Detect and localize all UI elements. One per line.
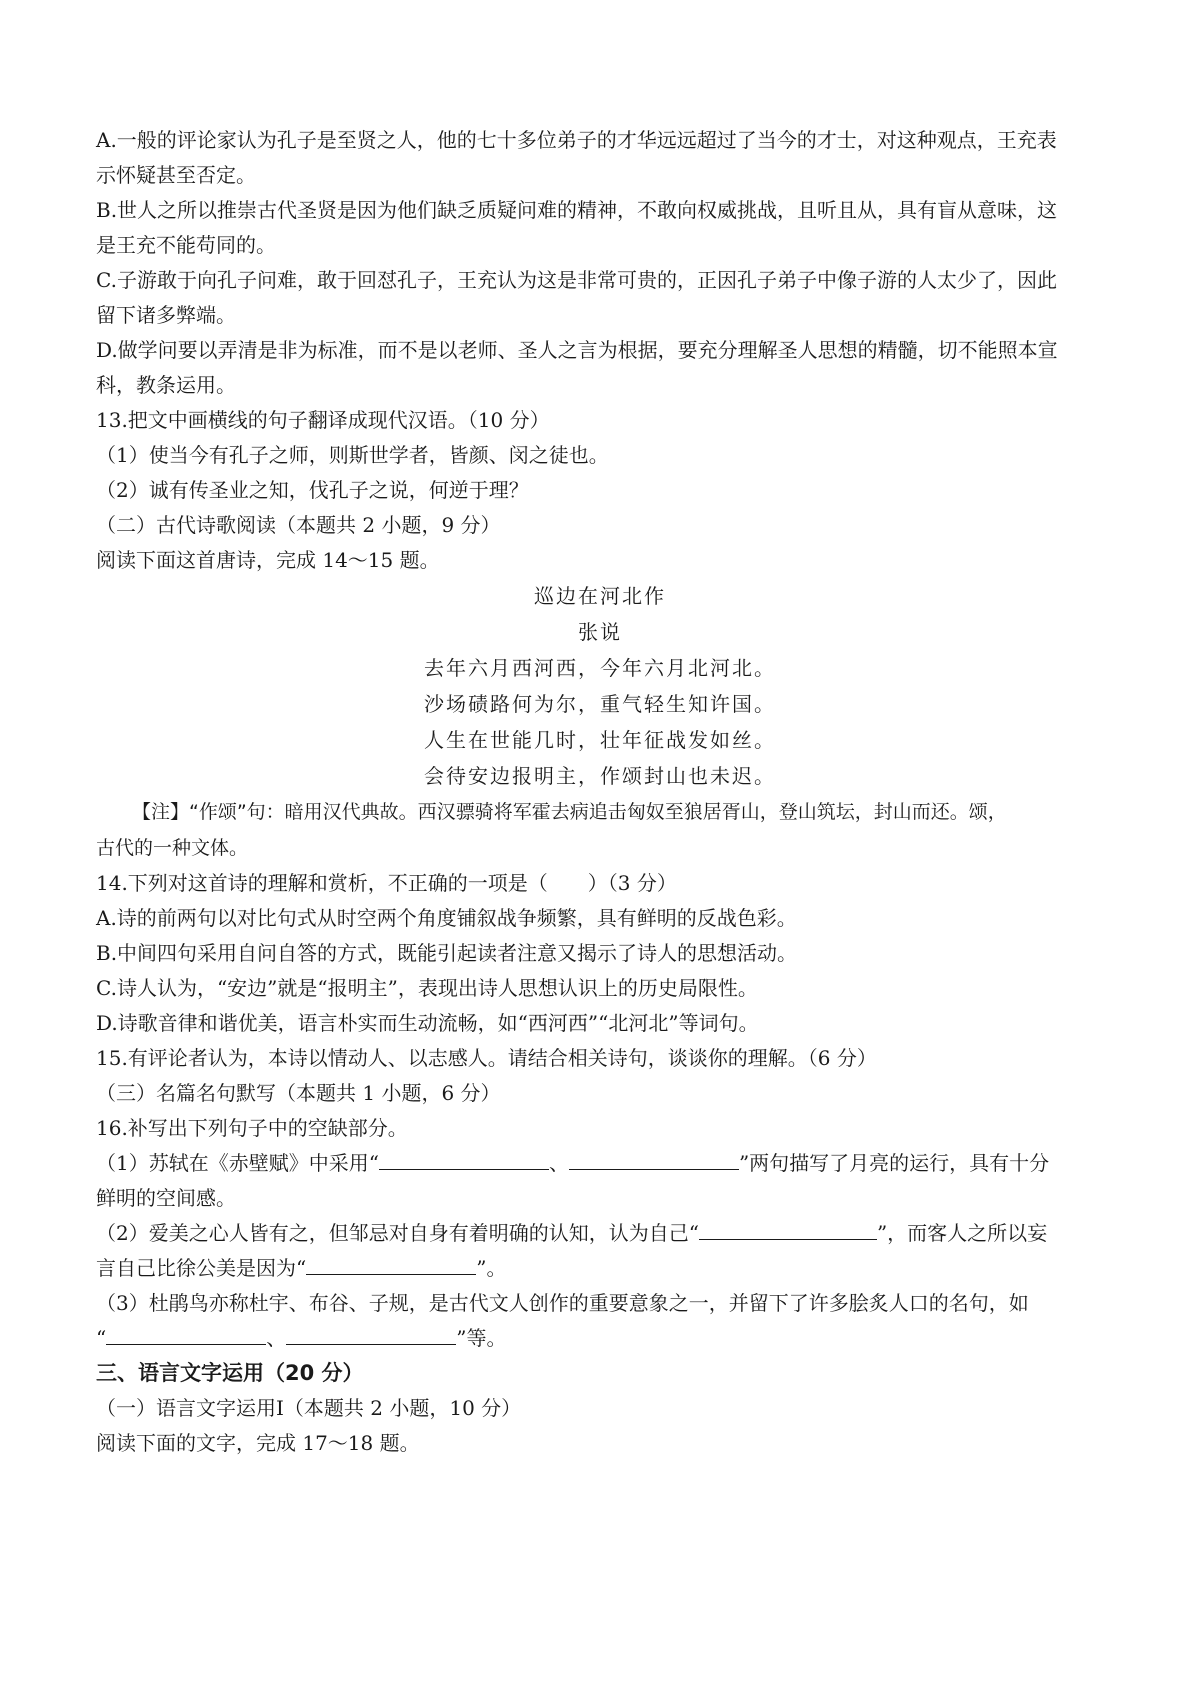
poem-title: 巡边在河北作: [534, 584, 666, 608]
item-2-text-b: ”，而客人之所以妄: [876, 1221, 1048, 1245]
option-a-line2: 示怀疑甚至否定。: [96, 163, 256, 187]
option-b-line1: B.世人之所以推崇古代圣贤是因为他们缺乏质疑问难的精神，不敢向权威挑战，且听且从，具有盲从意味，这: [96, 198, 1058, 222]
item-3-text-a: “: [96, 1326, 107, 1350]
question-16-item-1: [96, 1149, 1116, 1177]
answer-blank[interactable]: [306, 1254, 476, 1275]
poem-author: 张说: [578, 620, 622, 644]
question-16-item-2-line2: [96, 1254, 1116, 1282]
question-14-stem: 14.下列对这首诗的理解和赏析，不正确的一项是（ ）（3 分）: [96, 871, 677, 895]
question-14-option-a: A.诗的前两句以对比句式从时空两个角度铺叙战争频繁，具有鲜明的反战色彩。: [96, 906, 797, 930]
option-a-line1: A.一般的评论家认为孔子是至贤之人，他的七十多位弟子的才华远远超过了当今的才士，对这种观点，王充表: [96, 128, 1057, 152]
question-14-option-c: C.诗人认为，“安边”就是“报明主”，表现出诗人思想认识上的历史局限性。: [96, 976, 758, 1000]
part-3-heading: 三、语言文字运用（20 分）: [96, 1361, 364, 1385]
poetry-section-header: （二）古代诗歌阅读（本题共 2 小题，9 分）: [96, 513, 501, 537]
question-16-stem: 16.补写出下列句子中的空缺部分。: [96, 1116, 408, 1140]
option-b-line2: 是王充不能苟同的。: [96, 233, 276, 257]
item-2-text-c: 言自己比徐公美是因为“: [96, 1256, 307, 1280]
question-16-item-3: （3）杜鹃鸟亦称杜宇、布谷、子规，是古代文人创作的重要意象之一，并留下了许多脍炙人口的名句，如: [96, 1291, 1029, 1315]
item-1-separator: 、: [548, 1151, 569, 1175]
item-1-text-a: （1）苏轼在《赤壁赋》中采用“: [96, 1151, 379, 1175]
question-13-stem: 13.把文中画横线的句子翻译成现代汉语。（10 分）: [96, 408, 550, 432]
option-c-line2: 留下诸多弊端。: [96, 303, 236, 327]
poetry-intro: 阅读下面这首唐诗，完成 14～15 题。: [96, 548, 440, 572]
answer-blank[interactable]: [106, 1324, 266, 1345]
poem-note-line2: 古代的一种文体。: [96, 837, 249, 859]
answer-blank[interactable]: [379, 1149, 549, 1170]
item-1-text-b: ”两句描写了月亮的运行，具有十分: [738, 1151, 1050, 1175]
item-3-separator: 、: [266, 1326, 287, 1350]
option-d-line2: 科，教条运用。: [96, 373, 236, 397]
dictation-section-header: （三）名篇名句默写（本题共 1 小题，6 分）: [96, 1081, 501, 1105]
option-c-line1: C.子游敢于向孔子问难，敢于回怼孔子，王充认为这是非常可贵的，正因孔子弟子中像子游的人太少了，因此: [96, 268, 1057, 292]
question-14-option-b: B.中间四句采用自问自答的方式，既能引起读者注意又揭示了诗人的思想活动。: [96, 941, 798, 965]
poem-line: 会待安边报明主，作颂封山也未迟。: [424, 764, 776, 788]
poem-line: 人生在世能几时，壮年征战发如丝。: [424, 728, 776, 752]
question-16-item-3-line2: [96, 1324, 1116, 1352]
poem-line: 去年六月西河西，今年六月北河北。: [424, 656, 776, 680]
answer-blank[interactable]: [286, 1324, 456, 1345]
question-16-item-2: [96, 1219, 1116, 1247]
item-2-text-a: （2）爱美之心人皆有之，但邹忌对自身有着明确的认知，认为自己“: [96, 1221, 699, 1245]
question-15-stem: 15.有评论者认为，本诗以情动人、以志感人。请结合相关诗句，谈谈你的理解。（6 分）: [96, 1046, 877, 1070]
answer-blank[interactable]: [699, 1219, 877, 1240]
part-3-subheader: （一）语言文字运用Ⅰ（本题共 2 小题，10 分）: [96, 1396, 522, 1420]
question-13-sentence-2: （2）诚有传圣业之知，伐孔子之说，何逆于理？: [96, 478, 529, 502]
answer-blank[interactable]: [569, 1149, 739, 1170]
option-d-line1: D.做学问要以弄清是非为标准，而不是以老师、圣人之言为根据，要充分理解圣人思想的精髓，切不能照本宣: [96, 338, 1058, 362]
part-3-intro: 阅读下面的文字，完成 17～18 题。: [96, 1431, 420, 1455]
question-16-item-1-line2: 鲜明的空间感。: [96, 1186, 236, 1210]
poem-note-line1: 【注】“作颂”句：暗用汉代典故。西汉骠骑将军霍去病追击匈奴至狼居胥山，登山筑坛，封山而还。颂，: [132, 801, 1007, 823]
item-2-text-d: ”。: [476, 1256, 507, 1280]
question-13-sentence-1: （1）使当今有孔子之师，则斯世学者，皆颜、闵之徒也。: [96, 443, 609, 467]
question-14-option-d: D.诗歌音律和谐优美，语言朴实而生动流畅，如“西河西”“北河北”等词句。: [96, 1011, 759, 1035]
poem-line: 沙场碛路何为尔，重气轻生知许国。: [424, 692, 776, 716]
item-3-text-b: ”等。: [456, 1326, 507, 1350]
